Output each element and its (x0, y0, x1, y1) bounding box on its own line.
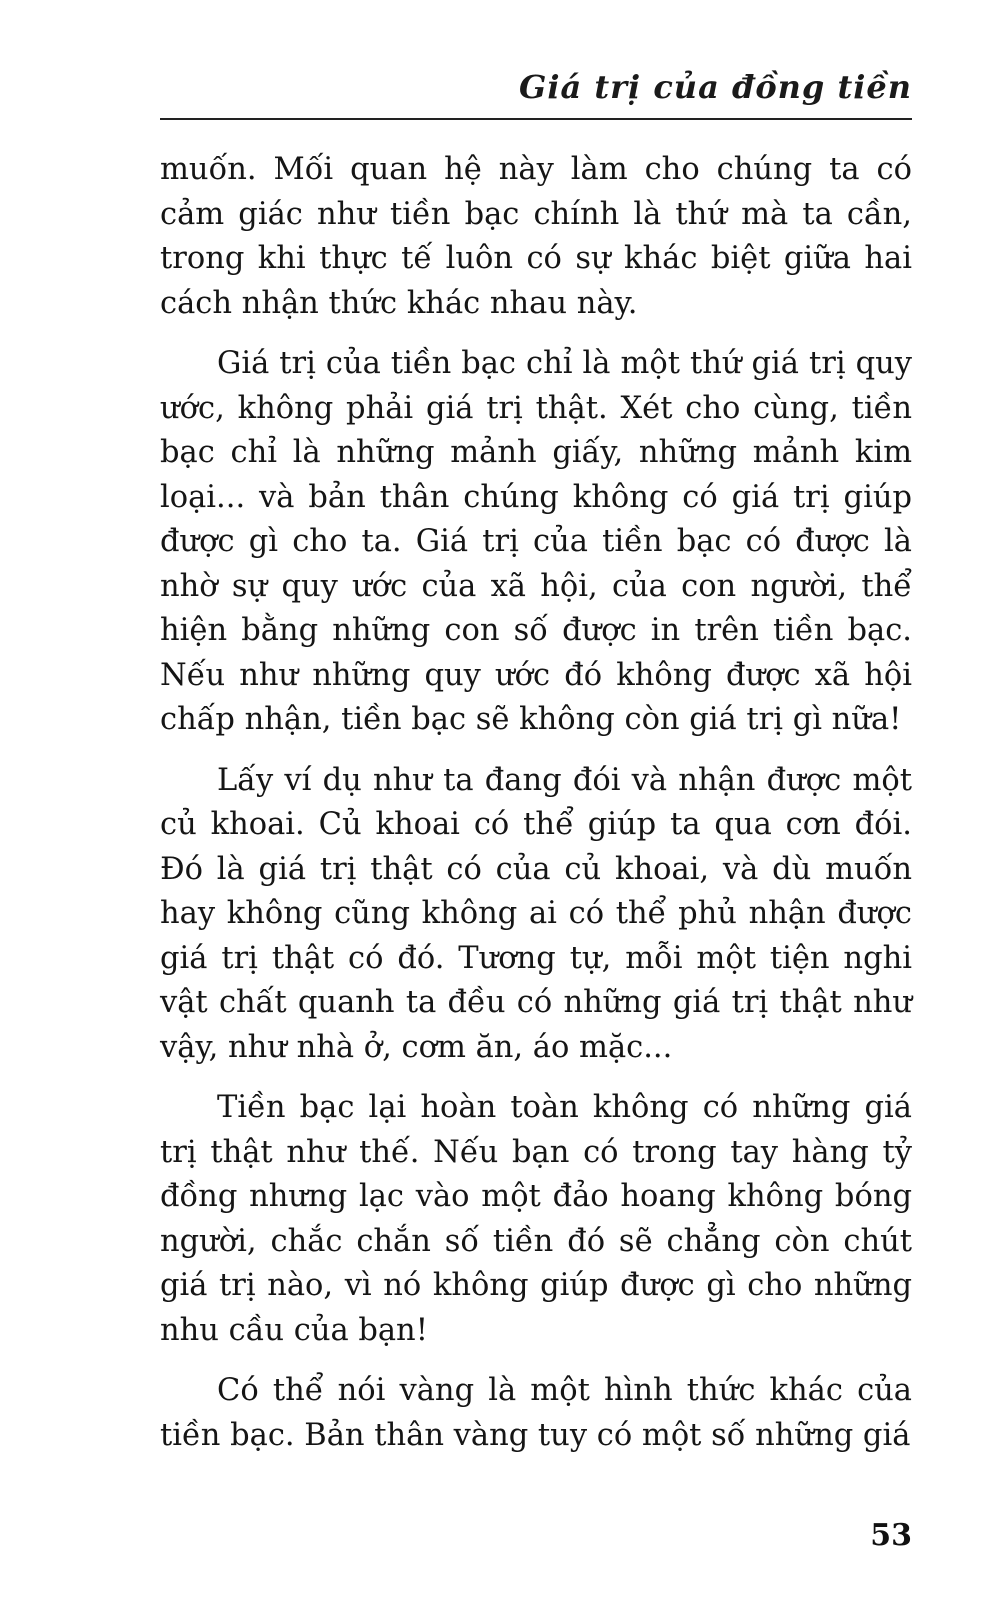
paragraph: Có thể nói vàng là một hình thức khác của tiền bạc. Bản thân vàng tuy có một số những giá (160, 1373, 912, 1453)
running-header-title: Giá trị của đồng tiền (519, 68, 912, 106)
paragraph: Lấy ví dụ như ta đang đói và nhận được một củ khoai. Củ khoai có thể giúp ta qua cơn đói. Đó là giá trị thật có của củ khoai, và dù muốn hay không cũng không ai có thể phủ nhận được giá trị thật có đó. Tương tự, mỗi một tiện nghi vật chất quanh ta đều có những giá trị thật như vậy, như nhà ở, cơm ăn, áo mặc... (160, 762, 912, 1065)
paragraph: Tiền bạc lại hoàn toàn không có những giá trị thật như thế. Nếu bạn có trong tay hàng tỷ đồng nhưng lạc vào một đảo hoang không bóng người, chắc chắn số tiền đó sẽ chẳng còn chút giá trị nào, vì nó không giúp được gì cho những nhu cầu của bạn! (160, 1090, 912, 1348)
running-header (160, 60, 912, 120)
paragraph: Giá trị của tiền bạc chỉ là một thứ giá trị quy ước, không phải giá trị thật. Xét cho cùng, tiền bạc chỉ là những mảnh giấy, những mảnh kim loại... và bản thân chúng không có giá trị giúp được gì cho ta. Giá trị của tiền bạc có được là nhờ sự quy ước của xã hội, của con người, thể hiện bằng những con số được in trên tiền bạc. Nếu như những quy ước đó không được xã hội chấp nhận, tiền bạc sẽ không còn giá trị gì nữa! (160, 346, 912, 737)
page-number: 53 (870, 1518, 912, 1553)
paragraph-continued: muốn. Mối quan hệ này làm cho chúng ta có cảm giác như tiền bạc chính là thứ mà ta cần, trong khi thực tế luôn có sự khác biệt giữa hai cách nhận thức khác nhau này. (160, 152, 912, 321)
body-text (160, 148, 912, 1474)
